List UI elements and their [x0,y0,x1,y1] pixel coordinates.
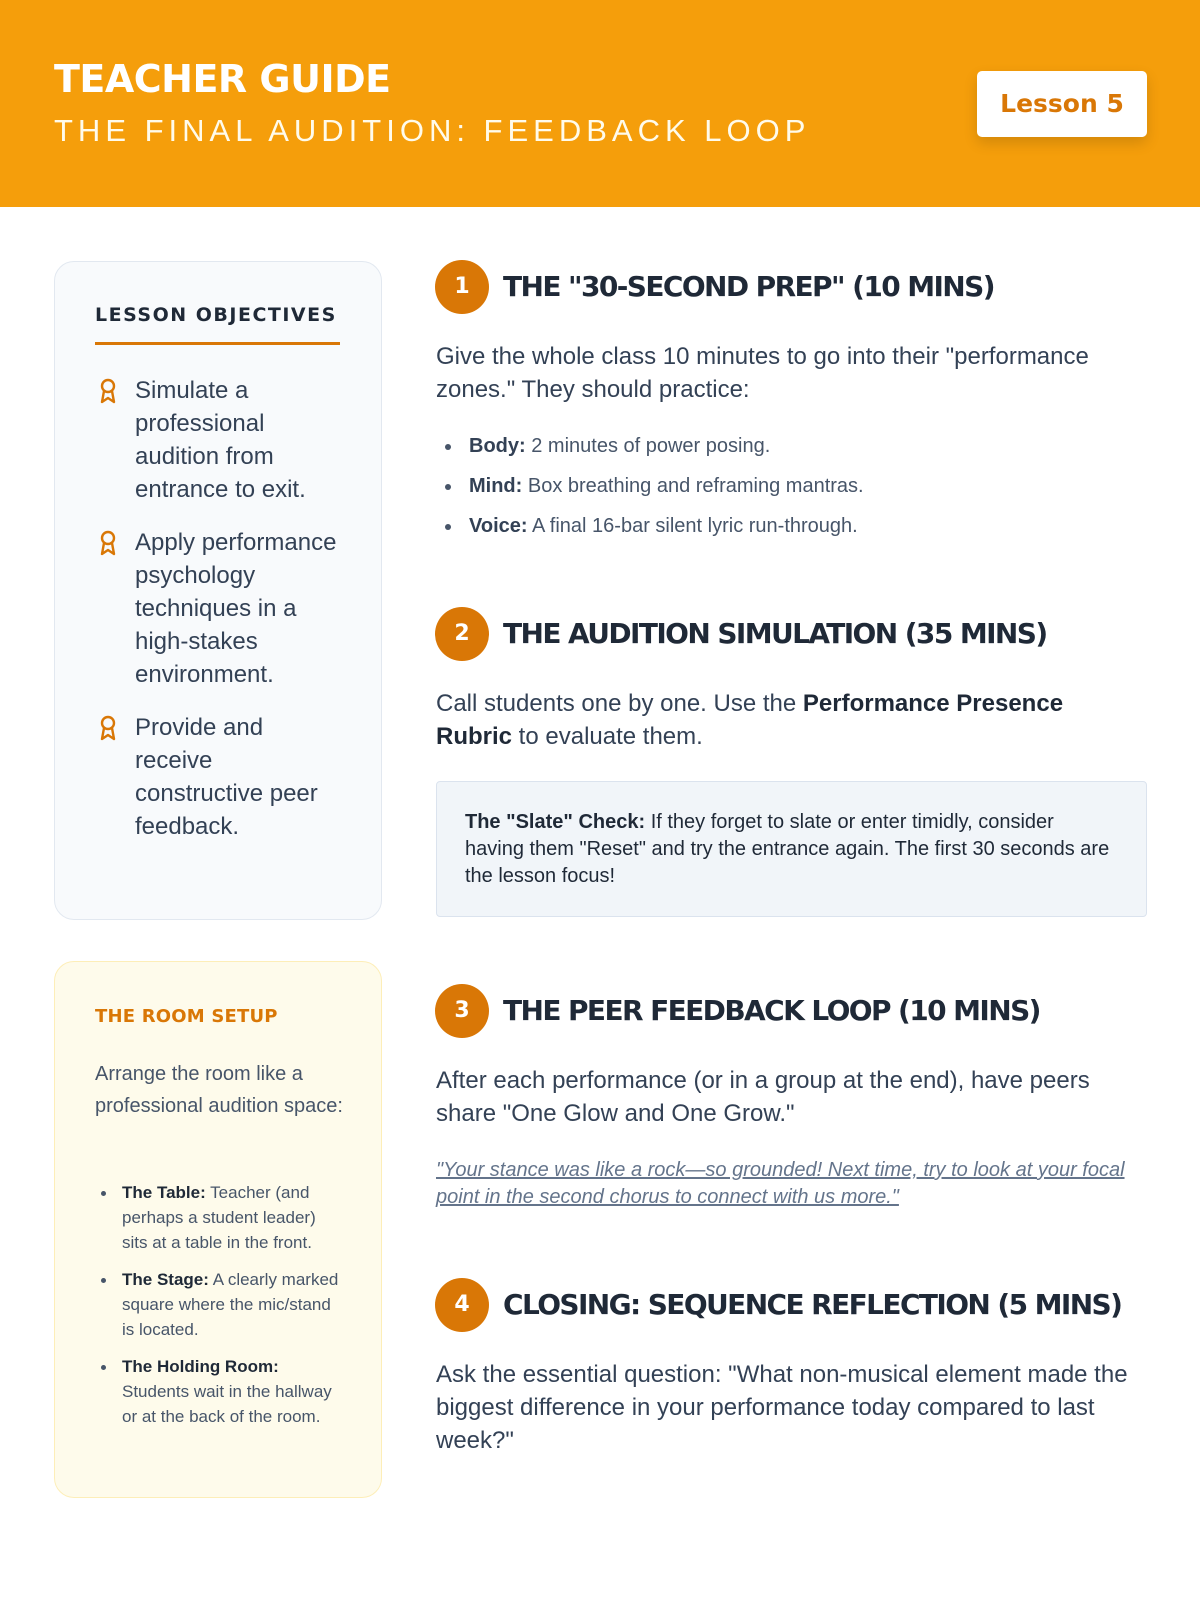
section-title: THE "30-SECOND PREP" (10 MINS) [503,270,994,303]
list-item [95,1354,345,1429]
slate-check-callout [436,781,1147,917]
objectives-card [54,261,382,920]
setup-item-text: Students wait in the hallway or at the back of the room. [122,1382,332,1426]
room-setup-heading: THE ROOM SETUP [95,1006,278,1027]
header-banner [0,0,1200,207]
bullet-label: Voice: [469,515,528,537]
section-title: THE AUDITION SIMULATION (35 MINS) [503,617,1047,650]
body-text: Call students one by one. Use the [436,690,803,717]
lesson-badge: Lesson 5 [977,71,1147,137]
bullet-text: 2 minutes of power posing. [525,435,771,457]
feedback-example-quote: "Your stance was like a rock—so grounded! Next time, try to look at your focal point in the second chorus to connect with us more." [436,1159,1125,1208]
award-icon [98,530,118,556]
step-number-badge: 4 [435,1278,489,1332]
bullet-label: Body: [469,435,526,457]
section-body: After each performance (or in a group at the end), have peers share "One Glow and One Grow." [436,1067,1090,1127]
objective-item [95,526,345,691]
page-subtitle: THE FINAL AUDITION: FEEDBACK LOOP [54,113,811,148]
callout-label: The "Slate" Check: [465,811,646,833]
section-body: Ask the essential question: "What non-musical element made the biggest difference in your performance today compared to last week?" [436,1361,1128,1454]
award-icon [98,715,118,741]
section-body [436,687,1136,753]
setup-item-text: Teacher (and perhaps a student leader) sits at a table in the front. [122,1183,316,1252]
section-title: THE PEER FEEDBACK LOOP (10 MINS) [503,994,1040,1027]
objectives-divider [95,342,340,345]
list-item [436,433,1136,460]
step-number-badge: 3 [435,984,489,1038]
room-setup-card [54,961,382,1498]
objectives-heading: LESSON OBJECTIVES [95,304,337,326]
body-text: to evaluate them. [512,723,703,750]
rubric-name: Performance Presence Rubric [436,690,1064,750]
list-item [95,1267,345,1342]
section-body: Give the whole class 10 minutes to go into their "performance zones." They should practice: [436,343,1089,403]
section-title: CLOSING: SEQUENCE REFLECTION (5 MINS) [503,1288,1122,1321]
list-item [436,473,1136,500]
objective-text: Apply performance psychology techniques in a high-stakes environment. [135,529,337,688]
award-icon [98,378,118,404]
setup-item-label: The Stage: [122,1270,209,1289]
prep-list [436,433,1136,553]
objective-item [95,711,345,843]
callout-text: If they forget to slate or enter timidly, consider having them "Reset" and try the entrance again. The first 30 seconds are the lesson focus! [465,811,1110,887]
bullet-text: Box breathing and reframing mantras. [522,475,864,497]
room-setup-list [95,1180,345,1441]
setup-item-text: A clearly marked square where the mic/stand is located. [122,1270,339,1339]
setup-item-label: The Table: [122,1183,206,1202]
bullet-label: Mind: [469,475,523,497]
objective-item [95,374,345,506]
page-title: TEACHER GUIDE [54,57,391,101]
step-number-badge: 1 [435,260,489,314]
setup-item-label: The Holding Room: [122,1357,279,1376]
room-setup-intro: Arrange the room like a professional audition space: [95,1063,343,1117]
objective-text: Simulate a professional audition from entrance to exit. [135,377,306,503]
bullet-text: A final 16-bar silent lyric run-through. [527,515,858,537]
list-item [436,513,1136,540]
objectives-list [95,374,345,863]
objective-text: Provide and receive constructive peer feedback. [135,714,318,840]
step-number-badge: 2 [435,607,489,661]
list-item [95,1180,345,1255]
